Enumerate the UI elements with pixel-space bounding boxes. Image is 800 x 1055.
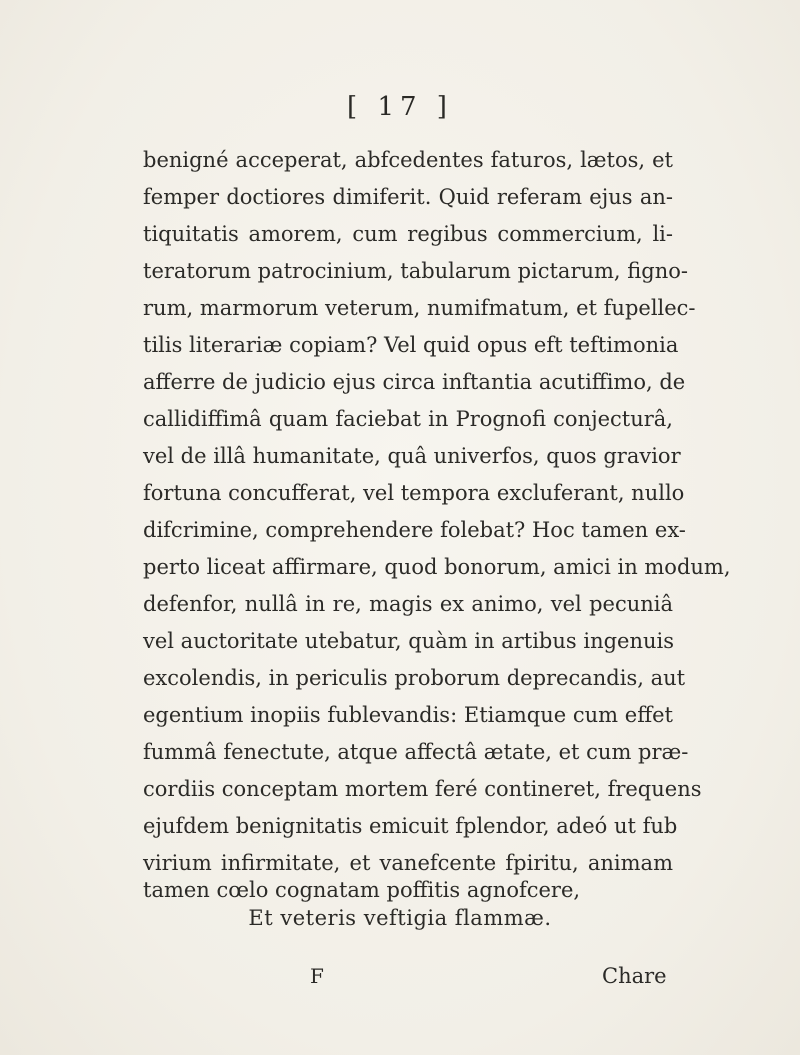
text-line-13: defenfor, nullâ in re, magis ex animo, vel pecuniâ: [143, 592, 673, 616]
text-line-1: benigné acceperat, abfcedentes faturos, lætos, et: [143, 148, 673, 172]
text-line-19: ejufdem benignitatis emicuit fplendor, adeó ut fub: [143, 814, 678, 838]
page-number-header: [ 17 ]: [347, 92, 453, 122]
text-line-16: egentium inopiis fublevandis: Etiamque cum effet: [143, 703, 673, 727]
text-line-11: difcrimine, comprehendere folebat? Hoc tamen ex-: [143, 518, 686, 542]
text-line-3: tiquitatis amorem, cum regibus commercium, li-: [143, 222, 673, 246]
verse-quotation: Et veteris veftigia flammæ.: [248, 906, 552, 930]
text-line-6: tilis literariæ copiam? Vel quid opus eft teftimonia: [143, 333, 679, 357]
text-line-9: vel de illâ humanitate, quâ univerfos, quos gravior: [143, 444, 681, 468]
text-line-21: tamen cœlo cognatam poffitis agnofcere,: [143, 878, 581, 902]
text-line-18: cordiis conceptam mortem feré contineret, frequens: [143, 777, 702, 801]
text-line-12: perto liceat affirmare, quod bonorum, amici in modum,: [143, 555, 731, 579]
text-line-14: vel auctoritate utebatur, quàm in artibus ingenuis: [143, 629, 675, 653]
text-line-15: excolendis, in periculis proborum deprecandis, aut: [143, 666, 686, 690]
text-line-10: fortuna concufferat, vel tempora excluferant, nullo: [143, 481, 685, 505]
text-line-4: teratorum patrocinium, tabularum pictarum, figno-: [143, 259, 688, 283]
signature-mark: F: [310, 964, 324, 988]
text-line-20: virium infirmitate, et vanefcente fpiritu, animam: [143, 851, 673, 875]
text-line-7: afferre de judicio ejus circa inftantia acutiffimo, de: [143, 370, 686, 394]
text-line-8: callidiffimâ quam faciebat in Prognofi conjecturâ,: [143, 407, 673, 431]
text-line-2: femper doctiores dimiferit. Quid referam ejus an-: [143, 185, 673, 209]
catchword: Chare: [602, 964, 667, 988]
text-line-5: rum, marmorum veterum, numifmatum, et fupellec-: [143, 296, 696, 320]
text-line-17: fummâ fenectute, atque affectâ ætate, et cum præ-: [143, 740, 689, 764]
